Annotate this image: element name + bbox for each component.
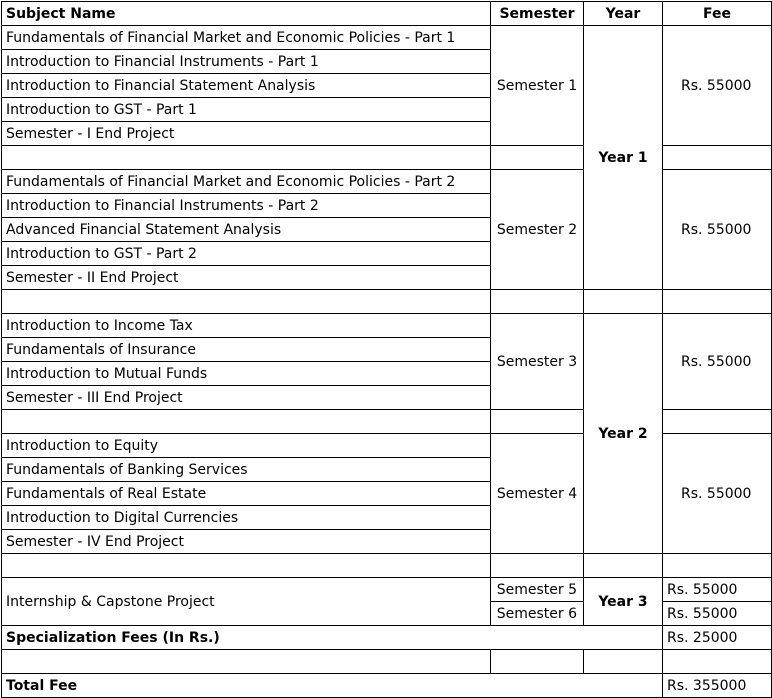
- semester-cell: Semester 5: [491, 578, 584, 602]
- header-year: Year: [584, 2, 663, 26]
- subject-cell: Fundamentals of Banking Services: [2, 458, 491, 482]
- empty-cell: [584, 554, 663, 578]
- empty-cell: [491, 650, 584, 674]
- spacer-row: [2, 650, 772, 674]
- subject-cell: Fundamentals of Financial Market and Economic Policies - Part 2: [2, 170, 491, 194]
- spacer-row: [2, 290, 772, 314]
- empty-cell: [491, 554, 584, 578]
- subject-cell: Fundamentals of Insurance: [2, 338, 491, 362]
- empty-cell: [663, 146, 772, 170]
- specialization-row: [2, 626, 772, 650]
- specialization-fee: Rs. 25000: [663, 626, 772, 650]
- table-row: [2, 26, 772, 50]
- subject-cell: Fundamentals of Real Estate: [2, 482, 491, 506]
- semester-cell: Semester 3: [491, 314, 584, 410]
- header-row: [2, 2, 772, 26]
- subject-cell: Introduction to Financial Instruments - Part 2: [2, 194, 491, 218]
- semester-cell: Semester 1: [491, 26, 584, 146]
- subject-cell: Advanced Financial Statement Analysis: [2, 218, 491, 242]
- semester-cell: Semester 2: [491, 170, 584, 290]
- subject-cell: Introduction to GST - Part 1: [2, 98, 491, 122]
- empty-cell: [663, 650, 772, 674]
- header-subject: Subject Name: [2, 2, 491, 26]
- fee-cell: Rs. 55000: [663, 602, 772, 626]
- empty-cell: [2, 650, 491, 674]
- subject-cell: Introduction to GST - Part 2: [2, 242, 491, 266]
- empty-cell: [491, 410, 584, 434]
- empty-cell: [584, 650, 663, 674]
- empty-cell: [663, 410, 772, 434]
- empty-cell: [663, 554, 772, 578]
- table-row: [2, 578, 772, 602]
- subject-cell: Introduction to Income Tax: [2, 314, 491, 338]
- total-fee: Rs. 355000: [663, 674, 772, 698]
- empty-cell: [491, 290, 584, 314]
- fee-cell: Rs. 55000: [663, 434, 772, 554]
- empty-cell: [2, 554, 491, 578]
- subject-cell: Introduction to Equity: [2, 434, 491, 458]
- subject-cell: Fundamentals of Financial Market and Economic Policies - Part 1: [2, 26, 491, 50]
- subject-cell: Internship & Capstone Project: [2, 578, 491, 626]
- empty-cell: [2, 146, 491, 170]
- fee-cell: Rs. 55000: [663, 314, 772, 410]
- header-semester: Semester: [491, 2, 584, 26]
- subject-cell: Semester - II End Project: [2, 266, 491, 290]
- subject-cell: Introduction to Financial Statement Analysis: [2, 74, 491, 98]
- subject-cell: Semester - III End Project: [2, 386, 491, 410]
- subject-cell: Introduction to Digital Currencies: [2, 506, 491, 530]
- fee-cell: Rs. 55000: [663, 578, 772, 602]
- subject-cell: Semester - I End Project: [2, 122, 491, 146]
- subject-cell: Introduction to Financial Instruments - Part 1: [2, 50, 491, 74]
- empty-cell: [491, 146, 584, 170]
- empty-cell: [584, 290, 663, 314]
- year-cell: Year 2: [584, 314, 663, 554]
- fee-structure-table: [1, 1, 772, 698]
- semester-cell: Semester 6: [491, 602, 584, 626]
- fee-cell: Rs. 55000: [663, 170, 772, 290]
- table-row: [2, 314, 772, 338]
- year-cell: Year 3: [584, 578, 663, 626]
- subject-cell: Semester - IV End Project: [2, 530, 491, 554]
- year-cell: Year 1: [584, 26, 663, 290]
- empty-cell: [2, 290, 491, 314]
- semester-cell: Semester 4: [491, 434, 584, 554]
- total-label: Total Fee: [2, 674, 663, 698]
- spacer-row: [2, 554, 772, 578]
- fee-cell: Rs. 55000: [663, 26, 772, 146]
- total-row: [2, 674, 772, 698]
- subject-cell: Introduction to Mutual Funds: [2, 362, 491, 386]
- header-fee: Fee: [663, 2, 772, 26]
- specialization-label: Specialization Fees (In Rs.): [2, 626, 663, 650]
- empty-cell: [2, 410, 491, 434]
- empty-cell: [663, 290, 772, 314]
